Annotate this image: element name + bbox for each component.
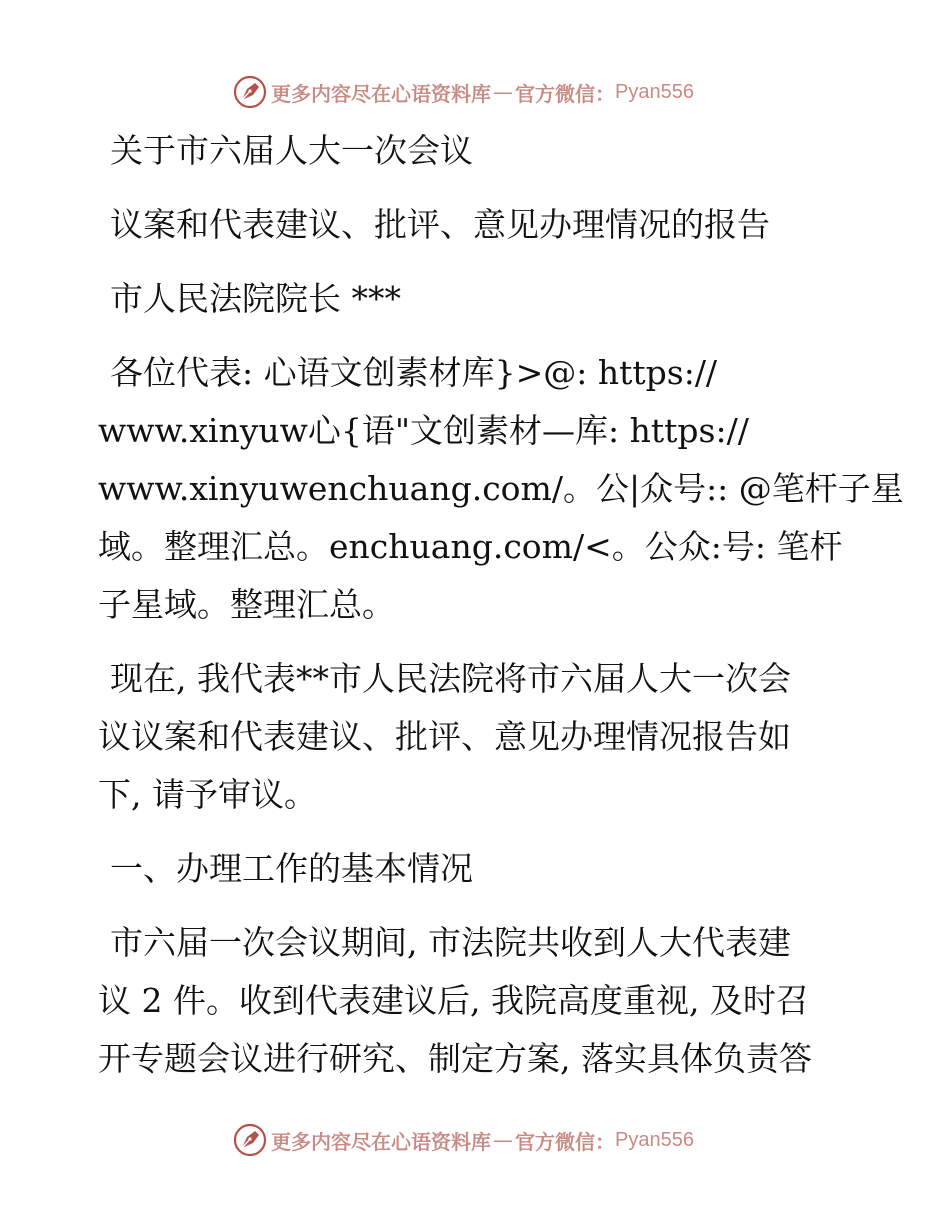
banner-text: 更多内容尽在心语资料库 — [271, 1129, 491, 1154]
document-author: 市人民法院院长 *** — [110, 279, 401, 318]
document-body — [98, 122, 904, 1088]
banner-label: 官方微信： — [515, 81, 615, 106]
section-heading: 一、办理工作的基本情况 — [110, 849, 473, 888]
paragraph-line: 市六届一次会议期间, 市法院共收到人大代表建 — [110, 923, 791, 962]
paragraph-line: 议 2 件。收到代表建议后, 我院高度重视, 及时召 — [98, 981, 809, 1020]
greeting-paragraph — [98, 344, 904, 634]
paragraph-line: 域。整理汇总。enchuang.com/<。公众:号: 笔杆 — [98, 527, 843, 566]
banner-wechat-id: Pyan556 — [615, 1128, 694, 1151]
paragraph-line: 现在, 我代表**市人民法院将市六届人大一次会 — [110, 659, 791, 698]
paragraph-line: 下, 请予审议。 — [98, 775, 317, 814]
paragraph-line: 各位代表: 心语文创素材库}>@: https:// — [110, 353, 718, 392]
banner-text: 更多内容尽在心语资料库 — [271, 81, 491, 106]
intro-paragraph — [98, 650, 858, 824]
paragraph-line: 开专题会议进行研究、制定方案, 落实具体负责答 — [98, 1039, 812, 1078]
document-title-line-2: 议案和代表建议、批评、意见办理情况的报告 — [110, 205, 770, 244]
pen-nib-logo-icon — [233, 1123, 267, 1157]
body-paragraph — [98, 914, 858, 1088]
banner-label: 官方微信： — [515, 1129, 615, 1154]
banner-separator: — — [493, 1128, 513, 1152]
banner-wechat-id: Pyan556 — [615, 80, 694, 103]
pen-nib-logo-icon — [233, 75, 267, 109]
paragraph-line: 议议案和代表建议、批评、意见办理情况报告如 — [98, 717, 791, 756]
paragraph-line: www.xinyuw心{语"文创素材—库: https:// — [98, 411, 749, 450]
footer-watermark-banner — [0, 1116, 950, 1166]
header-watermark-banner — [0, 68, 950, 118]
banner-separator: — — [493, 80, 513, 104]
paragraph-line: www.xinyuwenchuang.com/。公|众号:: @笔杆子星 — [98, 469, 904, 508]
document-title-line-1: 关于市六届人大一次会议 — [110, 131, 473, 170]
paragraph-line: 子星域。整理汇总。 — [98, 585, 395, 624]
